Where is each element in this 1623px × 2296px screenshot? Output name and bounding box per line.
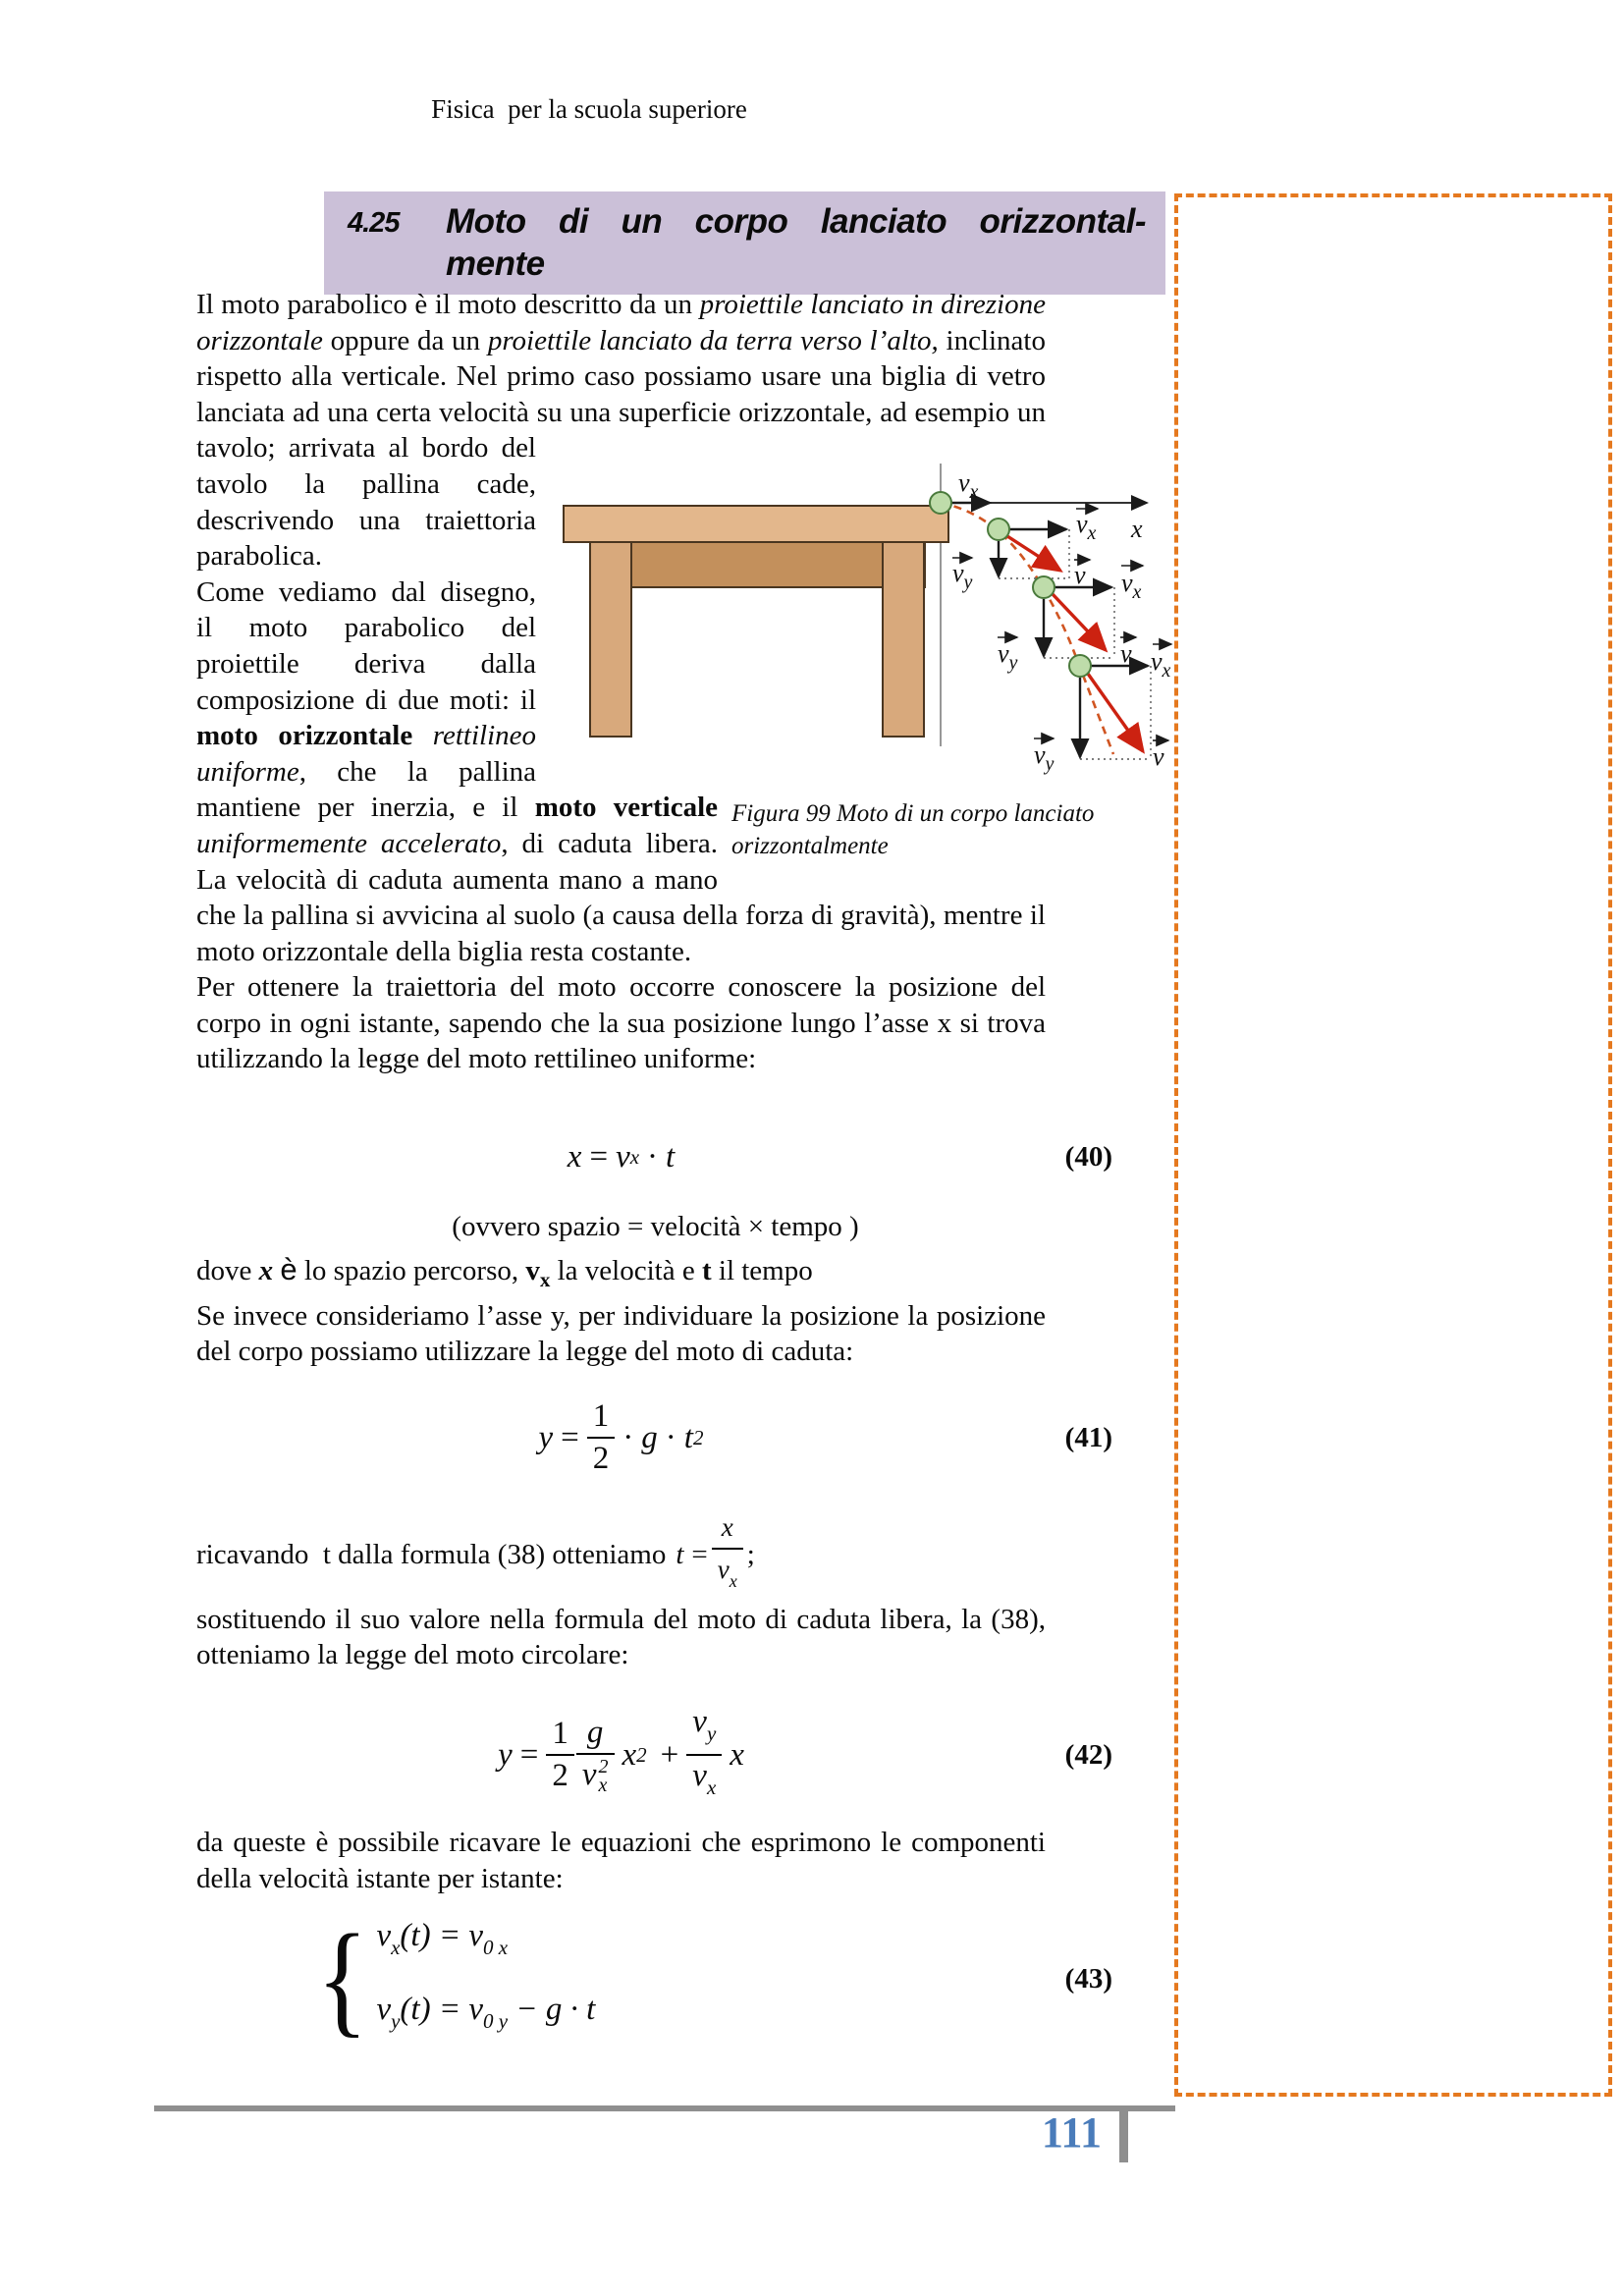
text-run: inclinato rispetto alla verticale. Nel primo caso possiamo usare una biglia di vetro lanciata ad una certa velocità su una superficie xyxy=(196,324,1046,428)
paragraph-da-queste: da queste è possibile ricavare le equazioni che esprimono le componenti della velocità istante per istante: xyxy=(196,1827,1046,1894)
eq-term: x xyxy=(567,1138,582,1175)
v-vector-4 xyxy=(1088,674,1143,751)
vx-label-3: $v_x$ xyxy=(1121,569,1142,604)
footer-tick xyxy=(1119,2105,1128,2162)
ball-icon xyxy=(930,492,951,514)
v-label-2: v xyxy=(1074,561,1086,590)
equation-43-line2: $v_y(t) = v_{0 y} - g \cdot t$ xyxy=(376,1992,596,2034)
fraction: $\frac{1}{2}$ xyxy=(587,1398,616,1476)
text-run: , che la pallina mantiene per inerzia, e il xyxy=(196,755,536,824)
ball2-vectors xyxy=(952,509,1098,593)
text-run: proiettile lanciato in direzione orizzontale xyxy=(196,289,1046,356)
text-run: uniformemente accelerato xyxy=(196,827,502,859)
fraction: $\frac{1}{2}$ xyxy=(546,1716,574,1793)
v-vector-2 xyxy=(1007,536,1060,571)
section-title-line1: Moto di un corpo lanciato orizzontal- xyxy=(446,202,1146,241)
paragraph-asse-y: Se invece consideriamo l’asse y, per individuare la posizione la posizione del corpo possiamo utilizzare la legge del moto di caduta: xyxy=(196,1299,1046,1368)
eq-term: t xyxy=(666,1138,676,1175)
equation-41 xyxy=(196,1378,1112,1498)
inline-math: t = $\frac{x}{v_x}$ ; xyxy=(676,1509,754,1599)
paragraph-dove: dove x è lo spazio percorso, $v_x$ la velocità e t il tempo xyxy=(196,1252,813,1292)
eq-term: v xyxy=(616,1138,630,1175)
eq-term: y xyxy=(498,1736,513,1773)
text-run: Come vediamo dal disegno, il moto parabolico del proiettile deriva dalla composizione di due moti: il xyxy=(196,575,536,716)
fraction: $\frac{v_y}{v_x}$ xyxy=(686,1704,722,1805)
fraction: g v 2 x xyxy=(576,1715,615,1795)
ball-icon xyxy=(988,519,1009,540)
equation-number: (42) xyxy=(1064,1738,1112,1771)
vy-label-3: $v_y$ xyxy=(998,639,1018,675)
x-axis-label: x xyxy=(1131,515,1143,544)
vx-label-4: $v_x$ xyxy=(1151,647,1171,683)
vx-label-2: $v_x$ xyxy=(1076,510,1097,545)
eq-sub: x xyxy=(629,1144,640,1169)
v-label-3: v xyxy=(1120,639,1132,669)
body-column xyxy=(196,287,1171,2053)
equation-number: (40) xyxy=(1064,1140,1112,1173)
vy-label-2: $v_y$ xyxy=(952,559,973,594)
eq-term: = xyxy=(519,1736,539,1773)
annotation-dashed-box xyxy=(1174,193,1612,2097)
vx-label-1: $v_x$ xyxy=(958,468,979,504)
page-number: 111 xyxy=(1041,2108,1102,2157)
section-title-line2: mente xyxy=(446,245,545,283)
eq-term: y xyxy=(538,1419,554,1455)
equation-42 xyxy=(196,1685,1112,1825)
eq-sup: 2 xyxy=(692,1425,704,1449)
vy-label-4: $v_y$ xyxy=(1034,740,1055,776)
equation-43-line1: $v_x(t) = v_{0 x}$ xyxy=(376,1918,509,1960)
paragraph-traiettoria: Per ottenere la traiettoria del moto occorre conoscere la posizione del corpo in ogni istante, sapendo che la sua posizione lungo l’asse x si trova utilizzando la legge del moto rettilineo uniforme: xyxy=(196,971,1046,1075)
eq-sup: 2 xyxy=(636,1742,647,1767)
figure-99-svg xyxy=(550,434,1173,780)
paragraph-ricavando: ricavando t dalla formula (38) otteniamo t = $\frac{x}{v_x}$ ; xyxy=(196,1507,1046,1602)
section-title xyxy=(440,191,1165,295)
figure-illustration xyxy=(550,434,1173,780)
equation-number: (43) xyxy=(1064,1962,1112,1995)
text-run: oppure da un xyxy=(322,324,488,356)
table-drawing xyxy=(564,506,948,737)
text-run: moto verticale xyxy=(534,792,719,824)
eq-term: · xyxy=(622,1419,634,1455)
ball3-vectors xyxy=(998,566,1143,674)
eq-term: = xyxy=(561,1419,579,1455)
text-run: moto orizzontale xyxy=(196,720,413,752)
v-label-4: v xyxy=(1153,742,1164,772)
ball-icon xyxy=(1033,576,1055,598)
v-vector-3 xyxy=(1053,594,1106,650)
eq-term: x xyxy=(730,1736,744,1773)
text-run: proiettile lanciato da terra verso l’alto, xyxy=(487,324,939,356)
figure-caption: Figura 99 Moto di un corpo lanciato orizzontalmente xyxy=(731,800,1095,860)
eq-term: = xyxy=(589,1138,609,1175)
equation-40 xyxy=(196,1121,1112,1193)
eq-term: + xyxy=(660,1736,679,1773)
eq-term: · xyxy=(665,1419,676,1455)
eq-term: · xyxy=(647,1138,659,1175)
section-heading xyxy=(324,191,1165,295)
equation-40-note: (ovvero spazio = velocità × tempo ) xyxy=(452,1211,859,1243)
text-run: , di caduta libera. La velocità di caduta aumenta mano a mano che la pallina si avvicina al suolo (a causa della forza di gravità), mentre il moto orizzontale della biglia resta costante. xyxy=(196,827,1046,967)
eq-term: g xyxy=(641,1419,658,1455)
eq-term: t xyxy=(683,1419,693,1455)
eq-term: x xyxy=(622,1736,637,1773)
ball4-vectors xyxy=(1034,644,1171,775)
running-header: Fisica per la scuola superiore xyxy=(431,94,747,124)
ball-icon xyxy=(1069,655,1091,677)
section-number: 4.25 xyxy=(348,207,400,239)
equation-number: (41) xyxy=(1064,1421,1112,1453)
text-run: rettilineo uniforme xyxy=(196,720,536,788)
fraction: $\frac{x}{v_x}$ xyxy=(712,1509,743,1599)
text-run: Il moto parabolico è il moto descritto da un xyxy=(196,289,700,320)
paragraph-sostituendo: sostituendo il suo valore nella formula del moto di caduta libera, la (38), otteniamo la legge del moto circolare: xyxy=(196,1603,1046,1671)
system-lines xyxy=(376,1905,595,2052)
equation-43: { $v_x(t) = v_{0 x}$ $v_y(t) = v_{0 y} - g \cdot t$ (43) xyxy=(196,1904,1046,2053)
text-run: orizzontale, ad esempio un tavolo; arrivata al bordo del tavolo la pallina cade, descrivendo una traiettoria parabolica. xyxy=(196,396,1046,573)
